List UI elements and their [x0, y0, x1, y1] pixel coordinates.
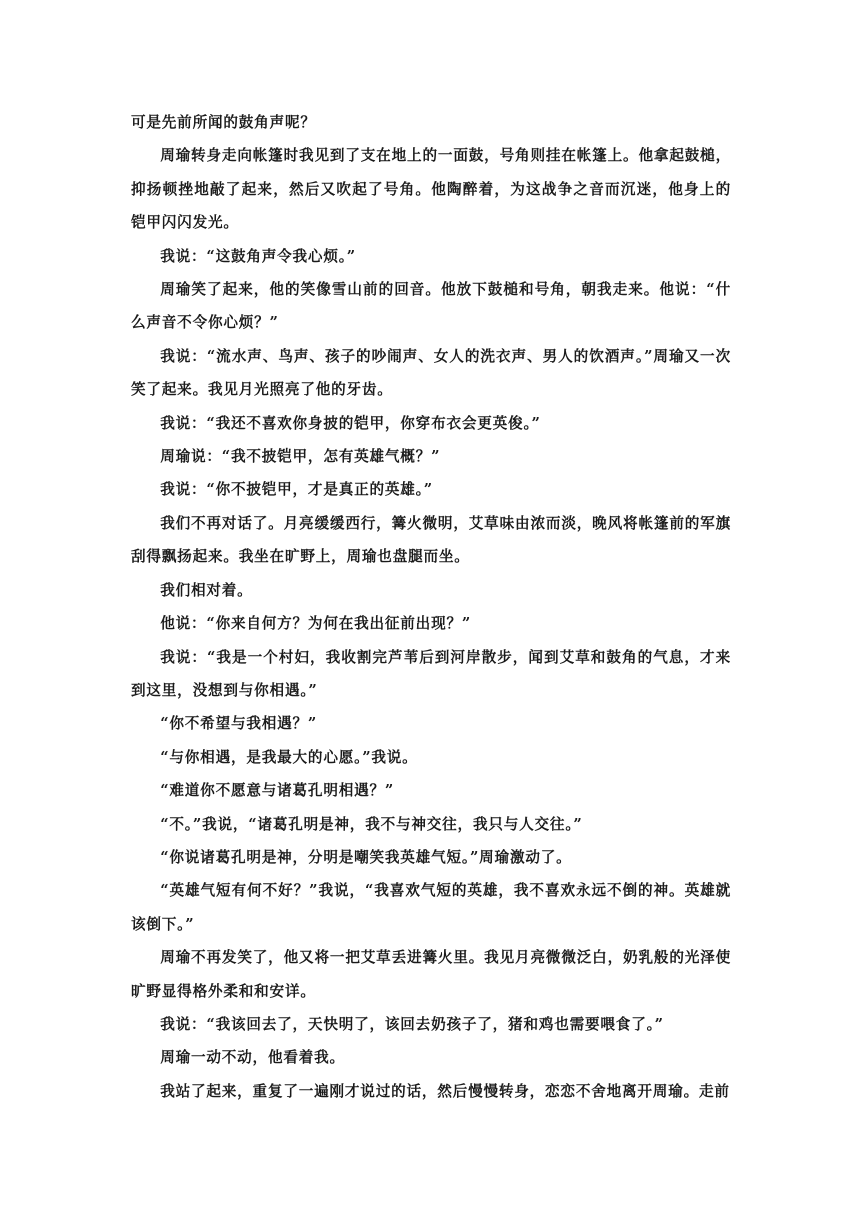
paragraph: “与你相遇，是我最大的心愿。”我说。: [160, 748, 418, 766]
paragraph: 周瑜不再发笑了，他又将一把艾草丢进篝火里。我见月亮微微泛白，奶乳般的光泽使旷野显得格外柔和和安详。: [131, 949, 731, 1000]
paragraph: 可是先前所闻的鼓角声呢？: [131, 114, 316, 131]
paragraph: 我说：“流水声、鸟声、孩子的吵闹声、女人的洗衣声、男人的饮酒声。”周瑜又一次笑了起来。我见月光照亮了他的牙齿。: [131, 347, 731, 399]
paragraph: 周瑜一动不动，他看着我。: [160, 1049, 345, 1067]
paragraph: “英雄气短有何不好？”我说，“我喜欢气短的英雄，我不喜欢永远不倒的神。英雄就该倒下。”: [131, 882, 731, 933]
paragraph: 周瑜说：“我不披铠甲，怎有英雄气概？”: [160, 448, 441, 466]
paragraph: 周瑜笑了起来，他的笑像雪山前的回音。他放下鼓槌和号角，朝我走来。他说：“什么声音不令你心烦？”: [131, 281, 731, 332]
paragraph: 周瑜转身走向帐篷时我见到了支在地上的一面鼓，号角则挂在帐篷上。他拿起鼓槌，抑扬顿挫地敲了起来，然后又吹起了号角。他陶醉着，为这战争之音而沉迷，他身上的铠甲闪闪发光。: [131, 147, 731, 232]
paragraph: 他说：“你来自何方？为何在我出征前出现？”: [160, 615, 472, 633]
paragraph: 我说：“这鼓角声令我心烦。”: [160, 247, 357, 265]
story-text: [131, 106, 731, 1108]
paragraph: 我说：“我该回去了，天快明了，该回去奶孩子了，猪和鸡也需要喂食了。”: [160, 1015, 664, 1033]
paragraph: “难道你不愿意与诸葛孔明相遇？”: [160, 782, 395, 800]
paragraph: 我们不再对话了。月亮缓缓西行，篝火微明，艾草味由浓而淡，晚风将帐篷前的军旗刮得飘扬起来。我坐在旷野上，周瑜也盘腿而坐。: [131, 514, 731, 566]
paragraph: 我们相对着。: [160, 581, 253, 599]
paragraph: 我说：“你不披铠甲，才是真正的英雄。”: [160, 481, 433, 499]
paragraph: “你说诸葛孔明是神，分明是嘲笑我英雄气短。”周瑜激动了。: [160, 848, 572, 866]
paragraph: “不。”我说，“诸葛孔明是神，我不与神交往，我只与人交往。”: [160, 815, 583, 833]
paragraph: 我站了起来，重复了一遍刚才说过的话，然后慢慢转身，恋恋不舍地离开周瑜。走前: [160, 1082, 730, 1100]
paragraph: 我说：“我还不喜欢你身披的铠甲，你穿布衣会更英俊。”: [160, 414, 541, 432]
paragraph: “你不希望与我相遇？”: [160, 715, 318, 733]
paragraph: 我说：“我是一个村妇，我收割完芦苇后到河岸散步，闻到艾草和鼓角的气息，才来到这里，没想到与你相遇。”: [131, 648, 731, 699]
